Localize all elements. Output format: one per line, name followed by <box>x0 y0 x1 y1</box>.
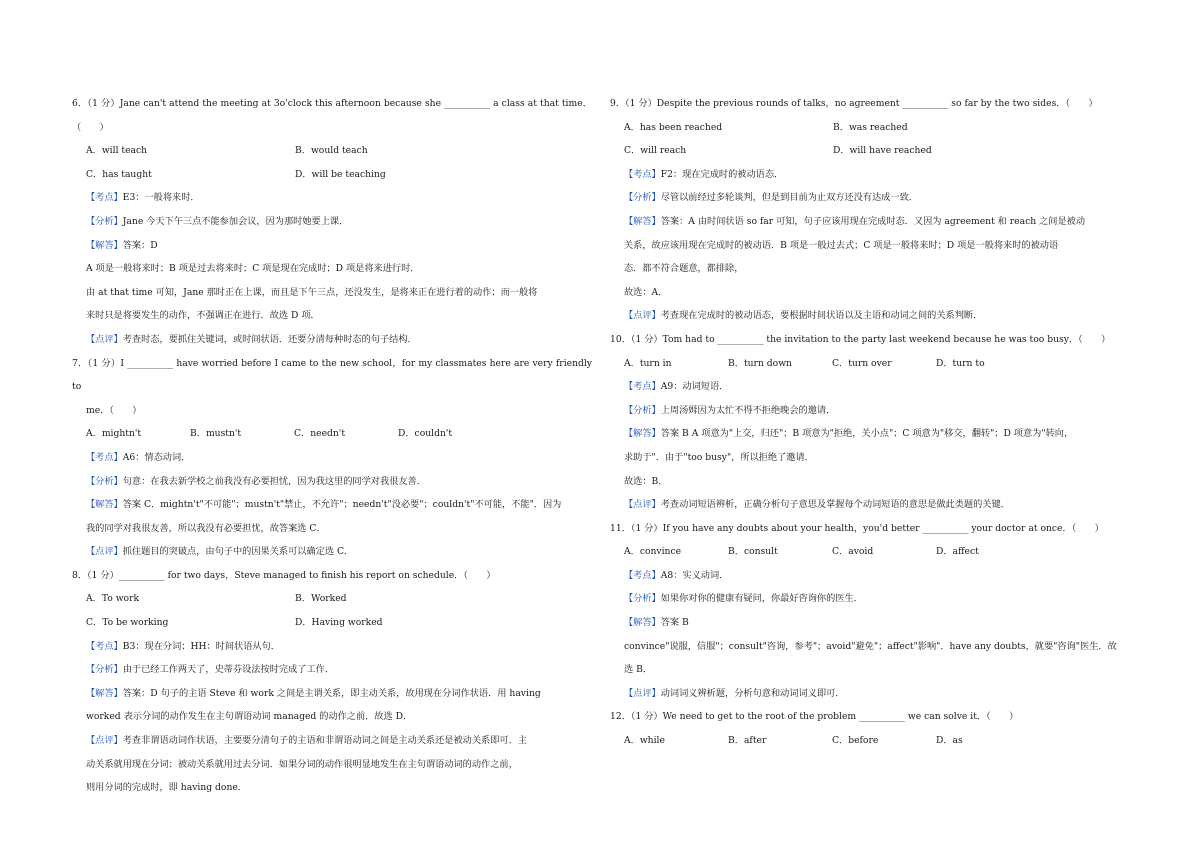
option-d[interactable]: D．turn to <box>936 357 985 369</box>
q11-jieda-cont: convince"说服，信服"；consult"咨询，参考"；avoid"避免"；affect"影响"．have any doubts，就要"咨询"医生．故 <box>624 640 1117 652</box>
q10-jieda-cont: 求助于"．由于"too busy"，所以拒绝了邀请． <box>624 451 814 463</box>
option-b[interactable]: B．would teach <box>295 145 368 157</box>
fenxi-tag: 【分析】 <box>86 664 123 676</box>
q9-jieda-cont: 关系，故应该用现在完成时的被动语．B 项是一般过去式；C 项是一般将来时；D 项是一般将来时的被动语 <box>624 239 1059 251</box>
q6-fenxi: 【分析】Jane 今天下午三点不能参加会议，因为那时她要上课． <box>86 215 349 227</box>
option-c[interactable]: C．avoid <box>832 546 874 558</box>
q10-dianping: 【点评】考查动词短语辨析，正确分析句子意思及掌握每个动词短语的意思是做此类题的关键． <box>624 499 1010 511</box>
q7-jieda: 【解答】答案 C．mightn't"不可能"；mustn't"禁止，不允许"；needn't"没必要"；couldn't"不可能，不能"．因为 <box>86 499 562 511</box>
option-c[interactable]: C．turn over <box>832 357 892 369</box>
question-8-options-row2 <box>72 611 592 635</box>
jieda-tag: 【解答】 <box>624 617 661 629</box>
option-d[interactable]: D．affect <box>936 546 979 558</box>
option-b[interactable]: B．after <box>728 735 767 747</box>
q8-jieda: 【解答】答案：D 句子的主语 Steve 和 work 之间是主谓关系，即主动关系，故用现在分词作状语．用 having <box>86 687 541 699</box>
fenxi-tag: 【分析】 <box>624 192 661 204</box>
q9-dianping: 【点评】考查现在完成时的被动语态，要根据时间状语以及主语和动词之间的关系判断． <box>624 310 983 322</box>
q9-jieda: 【解答】答案：A 由时间状语 so far 可知，句子应该用现在完成时态．又因为 agreement 和 reach 之间是被动 <box>624 215 1086 227</box>
jieda-tag: 【解答】 <box>86 239 123 251</box>
q7-kaodian: 【考点】A6：情态动词． <box>86 451 191 463</box>
q7-fenxi: 【分析】句意：在我去新学校之前我没有必要担忧，因为我这里的同学对我很友善． <box>86 475 426 487</box>
question-7-stem-cont: me．（ ） <box>86 404 142 416</box>
question-6-options <box>72 139 592 163</box>
q6-explanation-line: 来时只是将要发生的动作，不强调正在进行．故选 D 项． <box>86 310 320 322</box>
dianping-tag: 【点评】 <box>624 499 661 511</box>
question-9-options <box>610 116 1130 140</box>
question-6-options-row2 <box>72 163 592 187</box>
fenxi-tag: 【分析】 <box>624 404 661 416</box>
q10-jieda: 【解答】答案 B A 项意为"上交，归还"；B 项意为"拒绝，关小点"；C 项意为"移交，翻转"；D 项意为"转向， <box>624 428 1074 440</box>
option-a[interactable]: A．To work <box>86 593 140 605</box>
jieda-tag: 【解答】 <box>86 499 123 511</box>
question-11-stem: 11．（1 分）If you have any doubts about your health，you'd better __________ your doctor at once．（ ） <box>610 522 1104 534</box>
option-a[interactable]: A．will teach <box>86 145 148 157</box>
question-7-options <box>72 422 592 446</box>
question-10-stem: 10．（1 分）Tom had to __________ the invitation to the party last weekend because he was too busy．（ ） <box>610 333 1111 345</box>
q10-kaodian: 【考点】A9：动词短语． <box>624 381 729 393</box>
fenxi-tag: 【分析】 <box>86 475 123 487</box>
q11-jieda: 【解答】答案 B <box>624 617 689 629</box>
q7-dianping: 【点评】抓住题目的突破点，由句子中的因果关系可以确定选 C． <box>86 546 354 558</box>
kaodian-tag: 【考点】 <box>624 569 661 581</box>
dianping-tag: 【点评】 <box>624 687 661 699</box>
question-9-options-row2 <box>610 139 1130 163</box>
option-d[interactable]: D．as <box>936 735 963 747</box>
q8-dianping-cont: 动关系就用现在分词；被动关系就用过去分词．如果分词的动作很明显地发生在主句谓语动词的动作之前， <box>86 758 518 770</box>
question-9-stem: 9．（1 分）Despite the previous rounds of talks，no agreement __________ so far by the two sides．（ ） <box>610 98 1098 109</box>
q8-jieda-cont: worked 表示分词的动作发生在主句谓语动词 managed 的动作之前．故选 D． <box>86 711 413 723</box>
q11-fenxi: 【分析】如果你对你的健康有疑问，你最好咨询你的医生． <box>624 593 863 605</box>
option-c[interactable]: C．needn't <box>294 428 346 440</box>
fenxi-tag: 【分析】 <box>86 215 123 227</box>
option-a[interactable]: A．turn in <box>624 357 672 369</box>
dianping-tag: 【点评】 <box>86 735 123 747</box>
option-a[interactable]: A．convince <box>624 546 682 558</box>
q8-dianping: 【点评】考查非谓语动词作状语，主要要分清句子的主语和非谓语动词之间是主动关系还是被动关系即可．主 <box>86 735 527 747</box>
option-c[interactable]: C．To be working <box>86 617 169 629</box>
q11-dianping: 【点评】动词词义辨析题，分析句意和动词词义即可． <box>624 687 845 699</box>
question-6-stem: 6．（1 分）Jane can't attend the meeting at 3o'clock this afternoon because she __________ a class at that time．（ ） <box>72 98 592 133</box>
q6-explanation-line: A 项是一般将来时；B 项是过去将来时；C 项是现在完成时；D 项是将来进行时． <box>86 263 420 275</box>
kaodian-tag: 【考点】 <box>86 640 123 652</box>
option-b[interactable]: B．mustn't <box>190 428 242 440</box>
option-a[interactable]: A．has been reached <box>624 121 723 133</box>
kaodian-tag: 【考点】 <box>624 381 661 393</box>
option-b[interactable]: B．Worked <box>295 593 347 605</box>
q9-fenxi: 【分析】尽管以前经过多轮谈判，但是到目前为止双方还没有达成一致． <box>624 192 918 204</box>
dianping-tag: 【点评】 <box>624 310 661 322</box>
left-column <box>72 92 595 800</box>
question-11-options <box>610 540 1130 564</box>
jieda-tag: 【解答】 <box>86 687 123 699</box>
jieda-tag: 【解答】 <box>624 428 661 440</box>
dianping-tag: 【点评】 <box>86 546 123 558</box>
q8-dianping-cont: 则用分词的完成时，即 having done． <box>86 782 247 794</box>
option-a[interactable]: A．while <box>624 735 665 747</box>
right-column <box>610 92 1130 753</box>
option-d[interactable]: D．Having worked <box>295 617 383 629</box>
q6-kaodian: 【考点】E3：一般将来时． <box>86 192 200 204</box>
q9-answer: 故选：A． <box>624 286 668 298</box>
option-a[interactable]: A．mightn't <box>86 428 142 440</box>
question-12-options <box>610 729 1130 753</box>
q8-fenxi: 【分析】由于已经工作两天了，史蒂芬设法按时完成了工作． <box>86 664 335 676</box>
question-12-stem: 12．（1 分）We need to get to the root of the problem __________ we can solve it．（ ） <box>610 711 1019 723</box>
q10-fenxi: 【分析】上周汤姆因为太忙不得不拒绝晚会的邀请． <box>624 404 836 416</box>
q6-jieda: 【解答】答案：D <box>86 239 158 251</box>
q7-jieda-cont: 我的同学对我很友善，所以我没有必要担忧，故答案选 C． <box>86 522 326 534</box>
option-c[interactable]: C．has taught <box>86 168 152 180</box>
option-d[interactable]: D．couldn't <box>398 428 453 440</box>
q6-dianping: 【点评】考查时态，要抓住关键词，或时间状语．还要分清每种时态的句子结构． <box>86 333 417 345</box>
q10-answer: 故选：B． <box>624 475 668 487</box>
question-8-stem: 8．（1 分）__________ for two days，Steve managed to finish his report on schedule．（ ） <box>72 569 496 581</box>
jieda-tag: 【解答】 <box>624 215 661 227</box>
q9-jieda-cont: 态．都不符合题意，都排除， <box>624 263 744 275</box>
question-8-options <box>72 587 592 611</box>
fenxi-tag: 【分析】 <box>624 593 661 605</box>
option-c[interactable]: C．will reach <box>624 145 687 157</box>
q8-kaodian: 【考点】B3：现在分词；HH：时间状语从句． <box>86 640 280 652</box>
kaodian-tag: 【考点】 <box>86 451 123 463</box>
option-d[interactable]: D．will have reached <box>833 145 932 157</box>
option-c[interactable]: C．before <box>832 735 879 747</box>
option-d[interactable]: D．will be teaching <box>295 168 386 180</box>
q11-jieda-cont: 选 B． <box>624 664 653 676</box>
option-b[interactable]: B．consult <box>728 546 778 558</box>
q9-kaodian: 【考点】F2：现在完成时的被动语态． <box>624 168 784 180</box>
option-b[interactable]: B．turn down <box>728 357 792 369</box>
dianping-tag: 【点评】 <box>86 333 123 345</box>
q11-kaodian: 【考点】A8：实义动词． <box>624 569 729 581</box>
q6-explanation-line: 由 at that time 可知，Jane 那时正在上课，而且是下午三点，还没发生，是将来正在进行着的动作；而一般将 <box>86 286 538 298</box>
question-10-options <box>610 352 1130 376</box>
question-7-stem: 7．（1 分）I __________ have worried before I came to the new school，for my classmates here are very friendly to <box>72 357 595 393</box>
option-b[interactable]: B．was reached <box>833 121 908 133</box>
kaodian-tag: 【考点】 <box>86 192 123 204</box>
kaodian-tag: 【考点】 <box>624 168 661 180</box>
